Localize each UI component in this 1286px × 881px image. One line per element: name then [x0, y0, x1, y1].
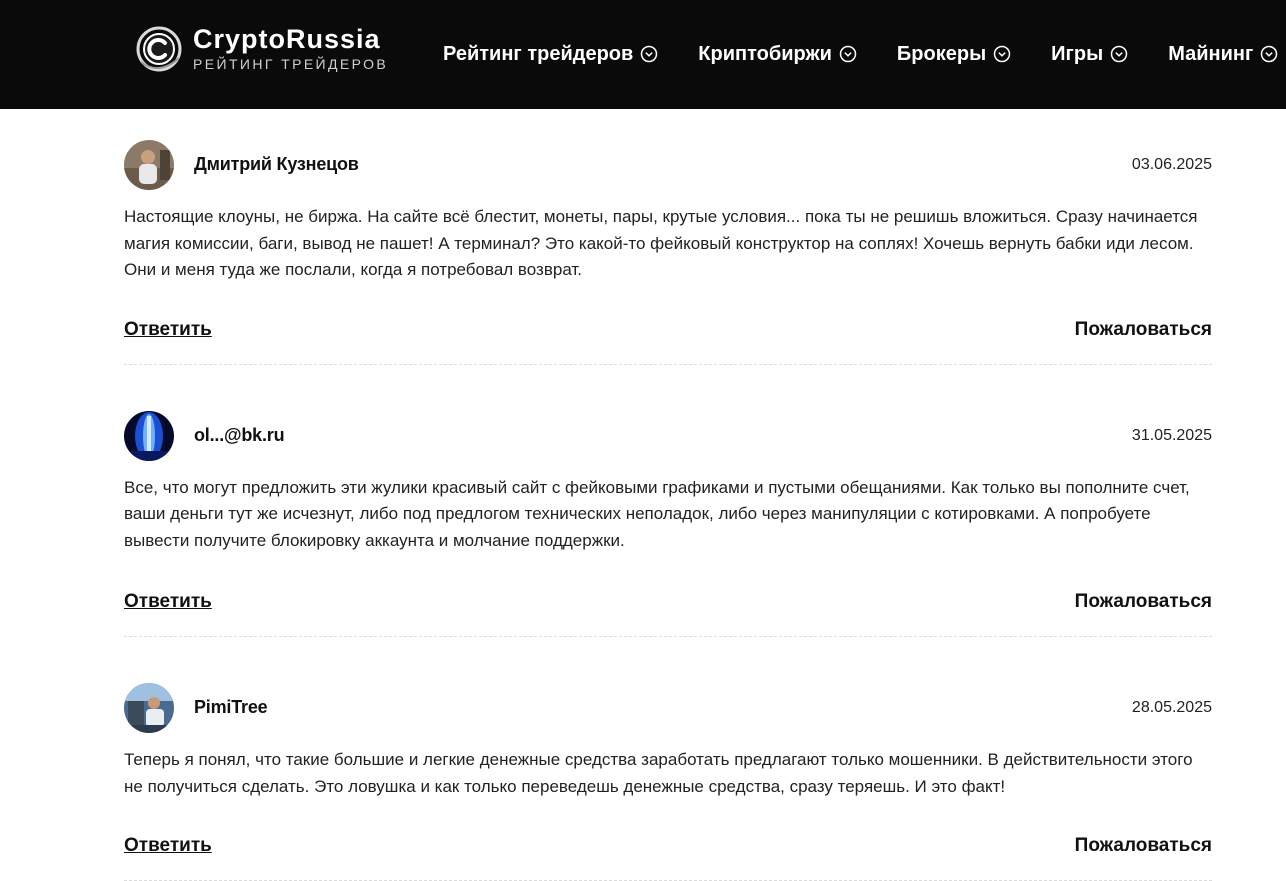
avatar-image: [124, 140, 174, 190]
logo-subtitle: РЕЙТИНГ ТРЕЙДЕРОВ: [193, 56, 389, 72]
comment-item: [124, 411, 1212, 638]
chevron-down-icon: [993, 45, 1011, 63]
comment-date: 03.06.2025: [1131, 156, 1212, 173]
chevron-down-icon: [839, 45, 857, 63]
comment-author: ol...@bk.ru: [194, 424, 285, 445]
nav-item-label: Майнинг: [1168, 42, 1254, 65]
chevron-down-icon: [1260, 45, 1278, 63]
comment-date: 31.05.2025: [1131, 426, 1212, 444]
reply-link[interactable]: Ответить: [124, 835, 212, 856]
nav-item-mining[interactable]: [1168, 40, 1278, 68]
comment-actions: [124, 835, 1212, 861]
comment-author: Дмитрий Кузнецов: [194, 154, 359, 174]
comments-list: [124, 140, 1212, 881]
comment-header: [124, 140, 1212, 190]
comment-text: Все, что могут предложить эти жулики красивый сайт с фейковыми графиками и пустыми обещаниями. Как только вы пополните счет, ваши деньги тут же исчезнут, либо под предлогом технических неполадок, либо через манипуляции с котировками. А попробуете вывести получите блокировку аккаунта и молчание поддержки.: [124, 477, 1190, 550]
nav-item-label: Криптобиржи: [698, 42, 832, 65]
report-link[interactable]: Пожаловаться: [1074, 835, 1212, 856]
comment-text: Настоящие клоуны, не биржа. На сайте всё блестит, монеты, пары, крутые условия... пока ты не решишь вложиться. Сразу начинается магия комиссии, баги, вывод не пашет! А терминал? Это какой-то фейковый конструктор на соплях! Хочешь вернуть бабки иди лесом. Они и меня туда же послали, когда я потребовал возврат.: [124, 207, 1198, 279]
comment-header: [124, 411, 1212, 461]
logo-title: CryptoRussia: [193, 24, 381, 54]
comment-actions: [124, 591, 1212, 617]
avatar-image: [124, 683, 174, 733]
avatar-image: [124, 411, 174, 461]
logo-icon: [135, 24, 183, 74]
nav-item-crypto-exchanges[interactable]: [698, 40, 857, 68]
nav-item-label: Рейтинг трейдеров: [443, 42, 634, 65]
nav-item-brokers[interactable]: [897, 40, 1011, 68]
comment-item: [124, 683, 1212, 881]
avatar: [124, 140, 174, 190]
comment-author: PimiTree: [194, 697, 268, 717]
report-link[interactable]: Пожаловаться: [1074, 591, 1212, 612]
chevron-down-icon: [640, 45, 658, 63]
nav-item-label: Игры: [1051, 42, 1104, 65]
comment-actions: [124, 319, 1212, 345]
reply-link[interactable]: Ответить: [124, 591, 212, 612]
chevron-down-icon: [1110, 45, 1128, 63]
comment-item: [124, 140, 1212, 365]
logo-text: [193, 25, 388, 73]
nav-item-traders-rating[interactable]: [443, 40, 658, 68]
site-header: [0, 0, 1286, 109]
reply-link[interactable]: Ответить: [124, 318, 212, 340]
avatar: [124, 683, 174, 733]
nav-item-label: Брокеры: [896, 42, 987, 65]
comment-text: Теперь я понял, что такие большие и легкие денежные средства заработать предлагают только мошенники. В действительности этого не получиться сделать. Это ловушка и как только переведешь денежные средства, сразу теряешь. И это факт!: [124, 750, 1193, 796]
nav-item-games[interactable]: [1051, 40, 1128, 68]
main-nav: [443, 40, 1278, 68]
comment-header: [124, 683, 1212, 733]
avatar: [124, 411, 174, 461]
comment-date: 28.05.2025: [1131, 699, 1212, 716]
site-logo[interactable]: [135, 24, 388, 74]
report-link[interactable]: Пожаловаться: [1074, 318, 1212, 340]
